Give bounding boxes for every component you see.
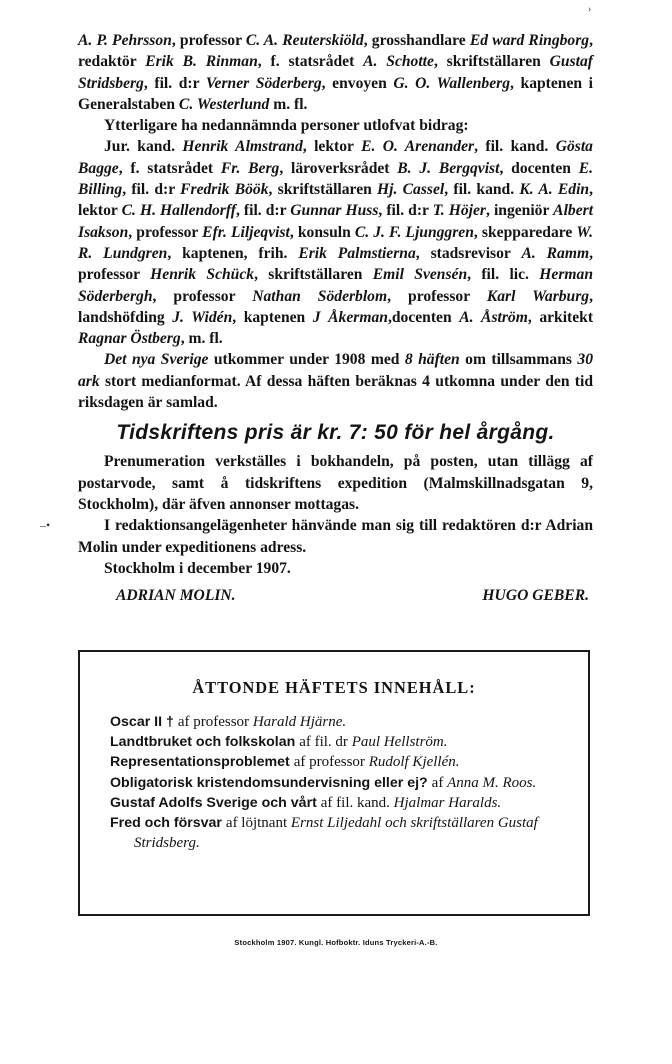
text-run: , professor [171,32,246,49]
text-run: , f. statsrådet [257,53,364,71]
text-run: Erik B. Rinman [145,53,258,71]
text-run: A. Åström [459,308,528,326]
text-run: , skepparedare [473,223,577,241]
contents-item-author: Harald Hjärne. [252,714,347,730]
text-run: , fil. d:r [378,202,433,220]
contents-item [110,752,558,772]
contents-item [110,793,558,813]
text-run: C. J. F. Ljunggren [354,223,474,241]
text-run: , kaptenen, frih. [167,244,299,262]
text-run: Nathan Söderblom [252,287,388,305]
text-run: W. R. Lundgren [78,223,594,262]
contents-item [110,773,558,793]
text-run: C. A. Reuterskiöld [245,32,364,49]
text-run: , fil. d:r [143,74,206,92]
text-run: , grosshandlare [363,32,470,49]
margin-dash-mark: –• [40,518,51,532]
contents-item-title: Gustaf Adolfs Sverige och vårt [110,794,321,811]
contents-item-author: Hjalmar Haralds. [393,794,502,811]
printer-imprint: Stockholm 1907. Kungl. Hofboktr. Iduns Tryckeri-A.-B. [234,938,438,947]
text-run: A. Ramm [521,244,590,262]
text-run: Erik Palmstierna [298,244,416,262]
text-run: T. Höjer [432,202,487,220]
contents-item-author: Paul Hellström. [351,734,448,751]
text-run: , läroverksrådet [279,159,398,177]
text-run: Henrik Almstrand [182,138,303,156]
text-run: , m. fl. [180,330,223,348]
contents-item-author: Rudolf Kjellén. [368,754,460,771]
text-run: Fr. Berg [220,159,280,177]
text-run: , professor [387,287,487,305]
text-run: , f. statsrådet [118,159,221,177]
contents-item-title: Fred och försvar [110,815,226,832]
contents-title: ÅTTONDE HÄFTETS INNEHÅLL: [192,678,476,697]
text-run: Verner Söderberg [205,74,322,92]
price-heading: Tidskriftens pris är kr. 7: 50 för hel årgång. [116,421,555,445]
text-run: J Åkerman [312,308,388,326]
text-run: stort medianformat. Af dessa häften beräknas 4 utkomna under den tid riksdagen är samlad. [78,372,593,412]
text-run: Efr. Liljeqvist [202,223,290,241]
contents-item-title: Representationsproblemet [110,754,294,771]
text-run: Fredrik Böök [180,181,269,199]
text-run: , kaptenen i Generalstaben [78,74,593,113]
contents-item-byline: af professor [177,714,253,730]
text-run: Ed ward Ringborg [469,32,590,49]
text-run: utkommer under 1908 med [208,351,405,369]
contents-item [110,813,558,853]
text-run: , stadsrevisor [415,244,522,262]
publication-schedule [78,349,593,413]
subscription-paragraph: Prenumeration verkställes i bokhandeln, på posten, utan tillägg af postarvode, samt å tidskriftens expedition (Malmskillnadsgatan 9, Stockholm), där äfven annonser mottagas. [78,453,593,513]
text-run: Albert Isakson [78,202,594,241]
contents-item-byline: af [431,774,448,791]
text-run: Gösta Bagge [78,138,593,177]
contents-item-byline: af fil. kand. [320,794,394,811]
place-and-date: Stockholm i december 1907. [104,559,291,577]
signatures [116,585,589,606]
contents-item-author: Anna M. Roos. [447,774,537,791]
text-run: , fil. lic. [467,266,540,284]
contents-item-byline: af professor [293,754,369,771]
additional-contributors-intro: Ytterligare ha nedannämnda personer utlofvat bidrag: [104,117,469,135]
signature-hugo-geber: HUGO GEBER. [482,587,589,605]
text-run: , arkitekt [527,308,594,326]
text-run: Det nya Sverige [104,351,209,369]
text-run: Henrik Schück [150,266,255,284]
text-run: Gustaf Stridsberg [78,53,593,92]
text-run: om tillsammans [459,351,578,369]
text-run: E. Billing [78,159,594,199]
text-run: Ragnar Östberg [78,330,181,348]
text-run: , landshöfding [78,287,594,326]
text-run: Karl Warburg [486,287,590,305]
text-run: , redaktör [78,32,593,71]
contents-item-byline: af löjtnant [225,815,291,832]
text-run: m. fl. [269,95,308,113]
text-run: , docenten [499,159,579,177]
text-run: C. H. Hallendorff [121,202,236,220]
text-run: , envoyen [321,74,394,92]
text-run: , lektor [78,181,593,220]
text-run: Hj. Cassel [377,181,445,199]
contents-item-title: Obligatorisk kristendomsundervisning eller ej? [110,774,432,791]
text-run: , skriftställaren [433,53,550,71]
text-run: C. Westerlund [178,95,270,113]
text-run: ,docenten [387,308,460,326]
contributors-paragraph-continued [78,30,593,115]
text-run: 8 häften [404,351,460,369]
text-run: 30 ark [78,351,593,390]
contents-item-byline: af fil. dr [299,734,352,751]
page-content [78,30,593,606]
text-run: , professor [128,223,203,241]
text-run: , fil. kand. [444,181,520,199]
text-run: E. O. Arenander [361,138,475,156]
contents-box [78,650,590,916]
text-run: , professor [78,244,593,284]
text-run: Gunnar Huss [290,202,379,220]
text-run: , kaptenen [232,308,313,326]
text-run: , skriftställaren [254,266,373,284]
text-run: , professor [152,287,253,305]
text-run: , skriftställaren [268,181,378,199]
text-run: , fil. kand. [474,138,556,156]
contents-item-title: Oscar II † [110,714,178,730]
signature-adrian-molin: ADRIAN MOLIN. [116,587,236,605]
contents-item-title: Landtbruket och folkskolan [110,734,300,751]
text-run: J. Widén [172,308,233,326]
corner-mark: › [588,4,592,15]
text-run: , ingeniör [486,202,554,220]
text-run: Herman Söderbergh [78,266,593,305]
contents-item [110,732,558,752]
text-run: , lektor [302,138,362,156]
text-run: Emil Svensén [372,266,468,284]
text-run: G. O. Wallenberg [393,74,510,92]
text-run: Jur. kand. [104,138,183,156]
contents-item [110,712,558,732]
text-run: , fil. d:r [122,181,181,199]
text-run: A. P. Pehrsson [78,32,172,49]
additional-contributors-list [78,136,593,349]
text-run: A. Schotte [363,53,434,71]
editorial-paragraph: I redaktionsangelägenheter hänvände man sig till redaktören d:r Adrian Molin under expeditionens adress. [78,517,593,556]
text-run: , fil. d:r [235,202,291,220]
contents-list [110,712,558,853]
text-run: K. A. Edin [519,181,590,199]
contents-item-author: Ernst Liljedahl och skriftställaren Gustaf Stridsberg. [134,815,538,852]
text-run: , konsuln [289,223,355,241]
text-run: B. J. Bergqvist [397,159,500,177]
